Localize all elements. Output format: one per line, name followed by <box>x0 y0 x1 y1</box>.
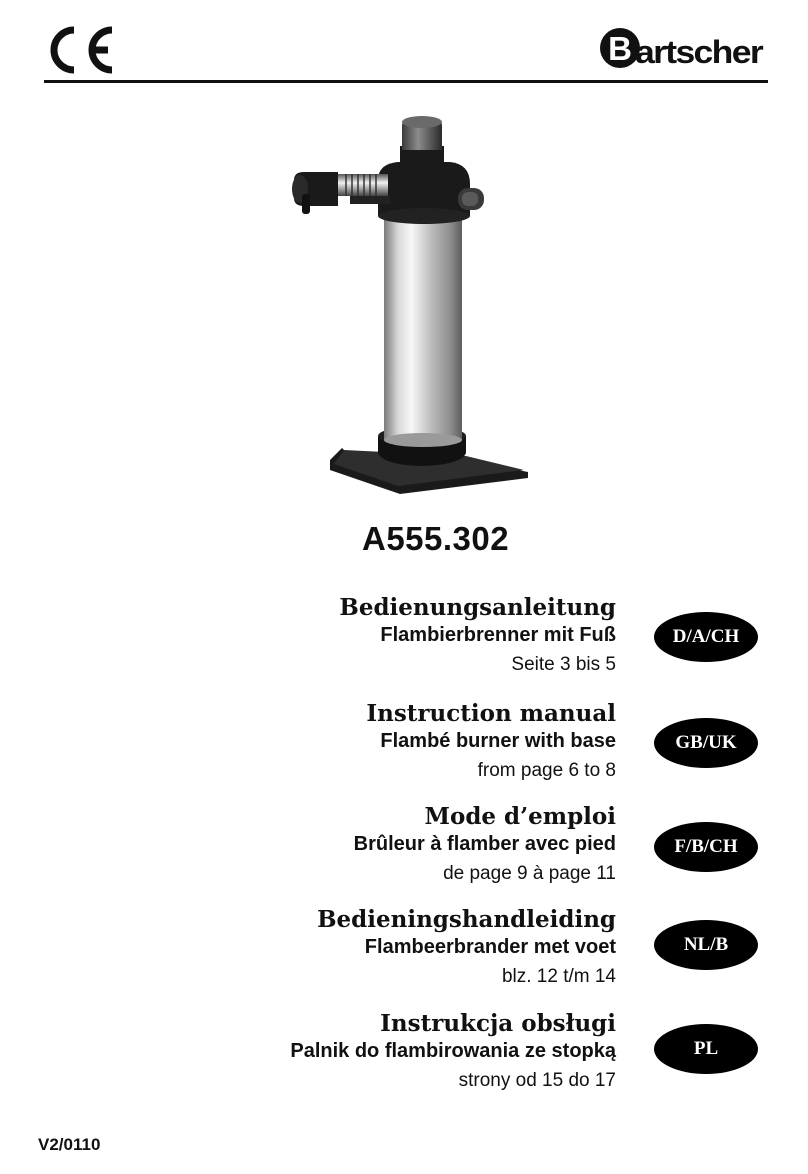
page-range: de page 9 à page 11 <box>443 863 616 884</box>
product-name: Brûleur à flamber avec pied <box>353 833 616 855</box>
bartscher-logo <box>598 22 764 74</box>
product-name: Flambeerbrander met voet <box>364 936 616 958</box>
language-section-gb <box>56 700 616 787</box>
product-name: Flambé burner with base <box>380 730 616 752</box>
language-section-de <box>56 594 616 681</box>
header-divider <box>44 80 768 83</box>
model-number: A555.302 <box>362 520 510 557</box>
page-range: from page 6 to 8 <box>477 760 616 781</box>
page-range: Seite 3 bis 5 <box>511 654 616 675</box>
page-range: strony od 15 do 17 <box>458 1070 616 1091</box>
flambe-burner-illustration <box>280 110 540 500</box>
manual-title: Instrukcja obsługi <box>380 1010 616 1037</box>
manual-title: Bedieningshandleiding <box>317 906 616 933</box>
manual-title: Instruction manual <box>366 700 616 727</box>
product-name: Flambierbrenner mit Fuß <box>380 624 616 646</box>
ce-mark-logo <box>44 24 118 76</box>
document-version: V2/0110 <box>38 1135 101 1154</box>
manual-title: Bedienungsanleitung <box>339 594 616 621</box>
language-badge-nl: NL/B <box>654 920 758 970</box>
product-name: Palnik do flambirowania ze stopką <box>290 1040 616 1062</box>
language-badge-gb: GB/UK <box>654 718 758 768</box>
language-badge-pl: PL <box>654 1024 758 1074</box>
language-badge-de: D/A/CH <box>654 612 758 662</box>
language-section-nl <box>56 906 616 993</box>
language-section-pl <box>56 1010 616 1097</box>
language-badge-fr: F/B/CH <box>654 822 758 872</box>
svg-text:artscher: artscher <box>635 34 764 70</box>
page-range: blz. 12 t/m 14 <box>501 966 616 987</box>
manual-title: Mode d’emploi <box>424 803 616 830</box>
brand-initial: B <box>608 30 632 67</box>
language-section-fr <box>56 803 616 890</box>
